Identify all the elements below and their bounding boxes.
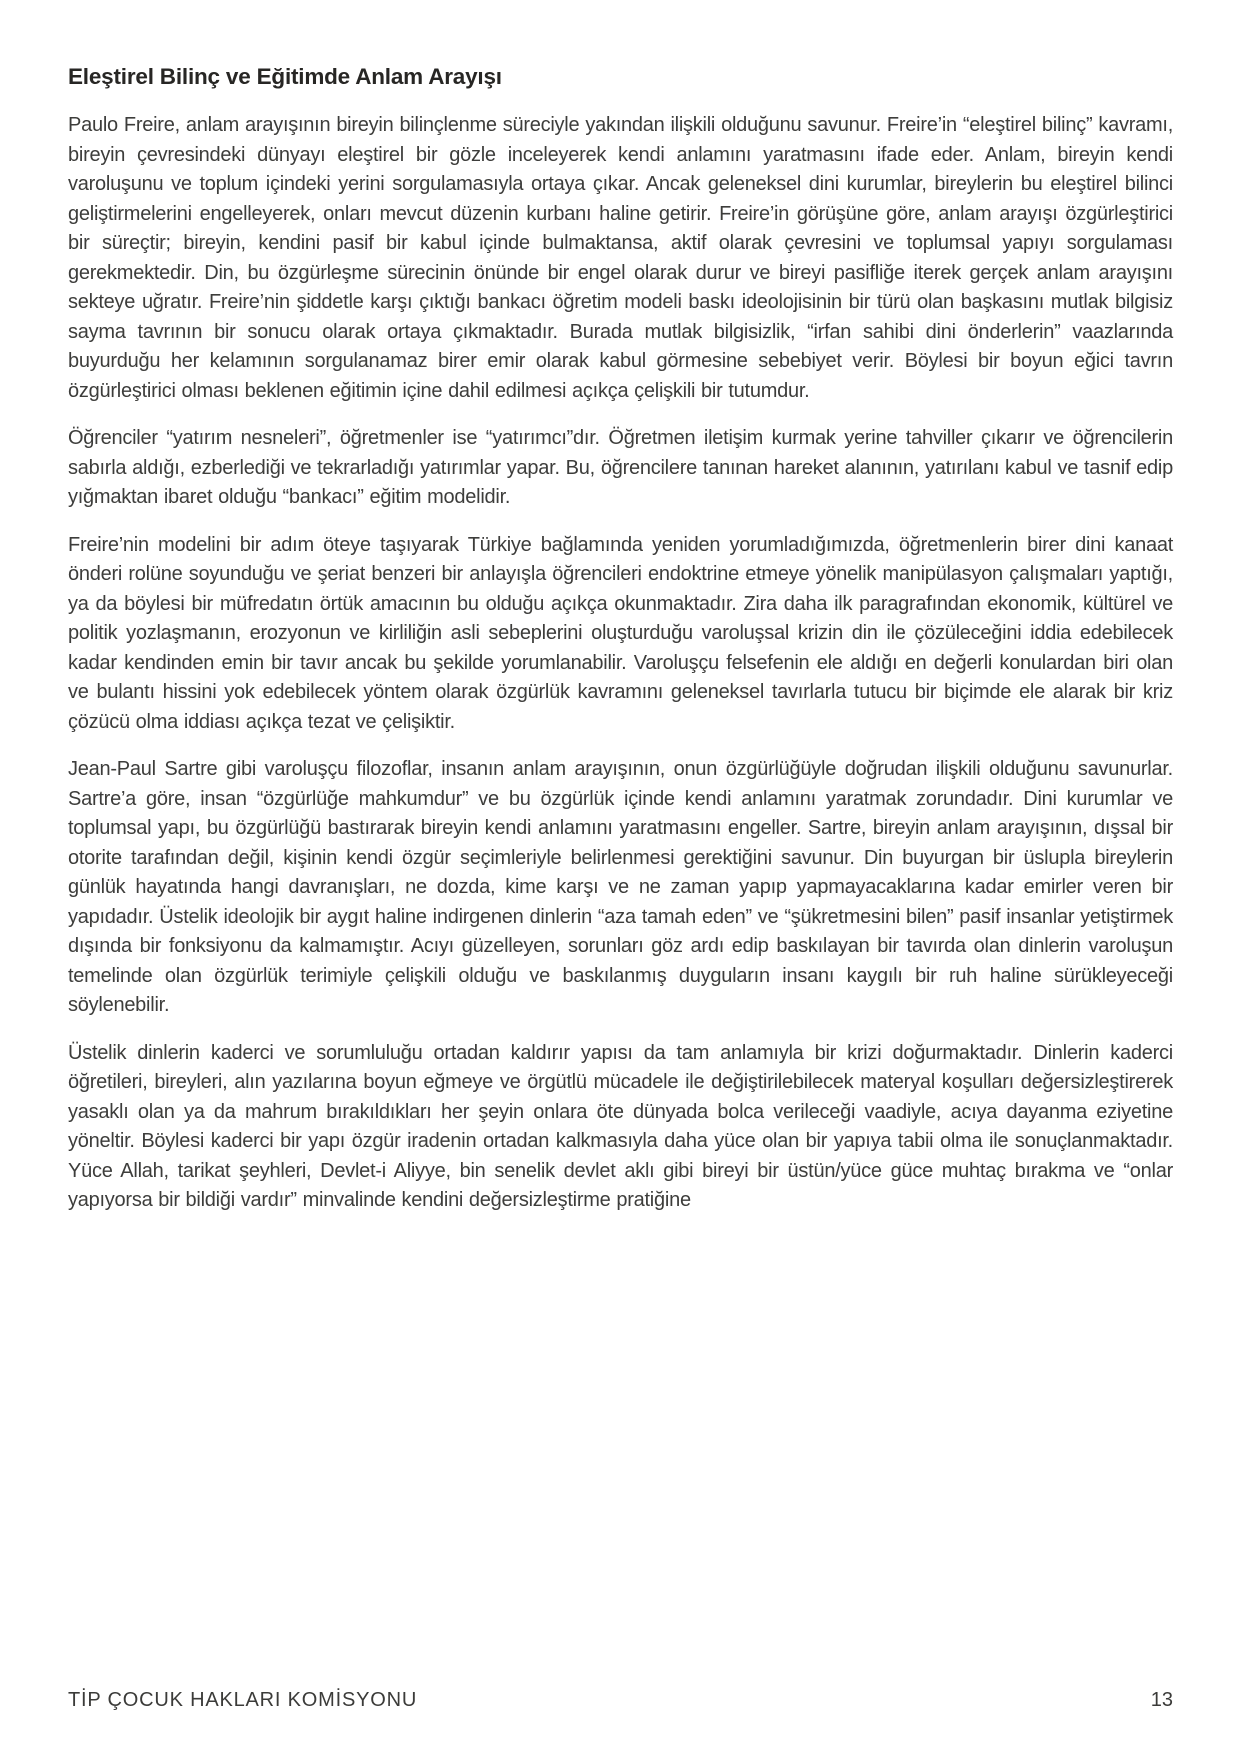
article-paragraph-4: Jean-Paul Sartre gibi varoluşçu filozoflar, insanın anlam arayışının, onun özgürlüğüyle doğrudan ilişkili olduğunu savunurlar. Sartre’a göre, insan “özgürlüğe mahkumdur” ve bu özgürlük içinde kendi anlamını yaratmak zorundadır. Dini kurumlar ve toplumsal yapı, bu özgürlüğü bastırarak bireyin kendi anlamını yaratmasını engeller. Sartre, bireyin anlam arayışının, dışsal bir otorite tarafından değil, kişinin kendi özgür seçimleriyle belirlenmesi gerektiğini savunur. Din buyurgan bir üslupla bireylerin günlük hayatında hangi davranışları, ne dozda, kime karşı ve ne zaman yapıp yapmayacaklarına kadar emirler veren bir yapıdadır. Üstelik ideolojik bir aygıt haline indirgenen dinlerin “aza tamah eden” ve “şükretmesini bilen” pasif insanlar yetiştirmek dışında bir fonksiyonu da kalmamıştır. Acıyı güzelleyen, sorunları göz ardı edip baskılayan bir tavırda olan dinlerin varoluşun temelinde olan özgürlük terimiyle çelişkili olduğu ve baskılanmış duyguların insanı kaygılı bir ruh haline sürükleyeceği söylenebilir. (68, 758, 1173, 1017)
footer-organization: TİP ÇOCUK HAKLARI KOMİSYONU (68, 1689, 418, 1711)
article-body (68, 111, 1173, 1216)
footer-page-number: 13 (1150, 1689, 1173, 1711)
page-title: Eleştirel Bilinç ve Eğitimde Anlam Arayışı (68, 64, 502, 89)
article-paragraph-2: Öğrenciler “yatırım nesneleri”, öğretmenler ise “yatırımcı”dır. Öğretmen iletişim kurmak yerine tahviller çıkarır ve öğrencilerin sabırla aldığı, ezberlediği ve tekrarladığı yatırımlar yapar. Bu, öğrencilere tanınan hareket alanının, yatırılanı kabul ve tasnif edip yığmaktan ibaret olduğu “bankacı” eğitim modelidir. (68, 427, 1173, 509)
article-paragraph-1: Paulo Freire, anlam arayışının bireyin bilinçlenme süreciyle yakından ilişkili olduğunu savunur. Freire’in “eleştirel bilinç” kavramı, bireyin çevresindeki dünyayı eleştirel bir gözle inceleyerek kendi anlamını yaratmasını ifade eder. Anlam, bireyin kendi varoluşunu ve toplum içindeki yerini sorgulamasıyla ortaya çıkar. Ancak geleneksel dini kurumlar, bireylerin bu eleştirel bilinci geliştirmelerini engelleyerek, onları mevcut düzenin kurbanı haline getirir. Freire’in görüşüne göre, anlam arayışı özgürleştirici bir süreçtir; bireyin, kendini pasif bir kabul içinde bulmaktansa, aktif olarak çevresini ve toplumsal yapıyı sorgulaması gerekmektedir. Din, bu özgürleşme sürecinin önünde bir engel olarak durur ve bireyi pasifliğe iterek gerçek anlam arayışını sekteye uğratır. Freire’nin şiddetle karşı çıktığı bankacı öğretim modeli baskı ideolojisinin bir türü olan başkasını mutlak bilgisiz sayma tavrının bir sonucu olarak ortaya çıkmaktadır. Burada mutlak bilgisizlik, “irfan sahibi dini önderlerin” vaazlarında buyurduğu her kelamının sorgulanamaz birer emir olarak kabul görmesine sebebiyet verir. Böylesi bir boyun eğici tavrın özgürleştirici olması beklenen eğitimin içine dahil edilmesi açıkça çelişkili bir tutumdur. (68, 114, 1173, 402)
page-footer (68, 1689, 1173, 1712)
article-paragraph-3: Freire’nin modelini bir adım öteye taşıyarak Türkiye bağlamında yeniden yorumladığımızda, öğretmenlerin birer dini kanaat önderi rolüne soyunduğu ve şeriat benzeri bir anlayışla öğrencileri endoktrine etmeye yönelik manipülasyon çalışmaları yaptığı, ya da böylesi bir müfredatın örtük amacının bu olduğu açıkça okunmaktadır. Zira daha ilk paragrafından ekonomik, kültürel ve politik yozlaşmanın, erozyonun ve kirliliğin asli sebeplerini oluşturduğu varoluşsal krizin din ile çözüleceğini iddia edebilecek kadar kendinden emin bir tavır ancak bu şekilde yorumlanabilir. Varoluşçu felsefenin ele aldığı en değerli konulardan biri olan ve bulantı hissini yok edebilecek yöntem olarak özgürlük kavramını geleneksel tavırlarla tutucu bir biçimde ele alarak bir kriz çözücü olma iddiası açıkça tezat ve çelişiktir. (68, 533, 1173, 733)
article-paragraph-5: Üstelik dinlerin kaderci ve sorumluluğu ortadan kaldırır yapısı da tam anlamıyla bir krizi doğurmaktadır. Dinlerin kaderci öğretileri, bireyleri, alın yazılarına boyun eğmeye ve örgütlü mücadele ile değiştirilebilecek materyal koşulları değersizleştirerek yasaklı olan ya da mahrum bırakıldıkları her şeyin onlara öte dünyada bolca verileceği vaadiyle, acıya dayanma eziyetine yöneltir. Böylesi kaderci bir yapı özgür iradenin ortadan kalkmasıyla daha yüce olan bir yapıya tabii olma ile sonuçlanmaktadır. Yüce Allah, tarikat şeyhleri, Devlet-i Aliyye, bin senelik devlet aklı gibi bireyi bir üstün/yüce güce muhtaç bırakma ve “onlar yapıyorsa bir bildiği vardır” minvalinde kendini değersizleştirme pratiğine (68, 1041, 1173, 1212)
